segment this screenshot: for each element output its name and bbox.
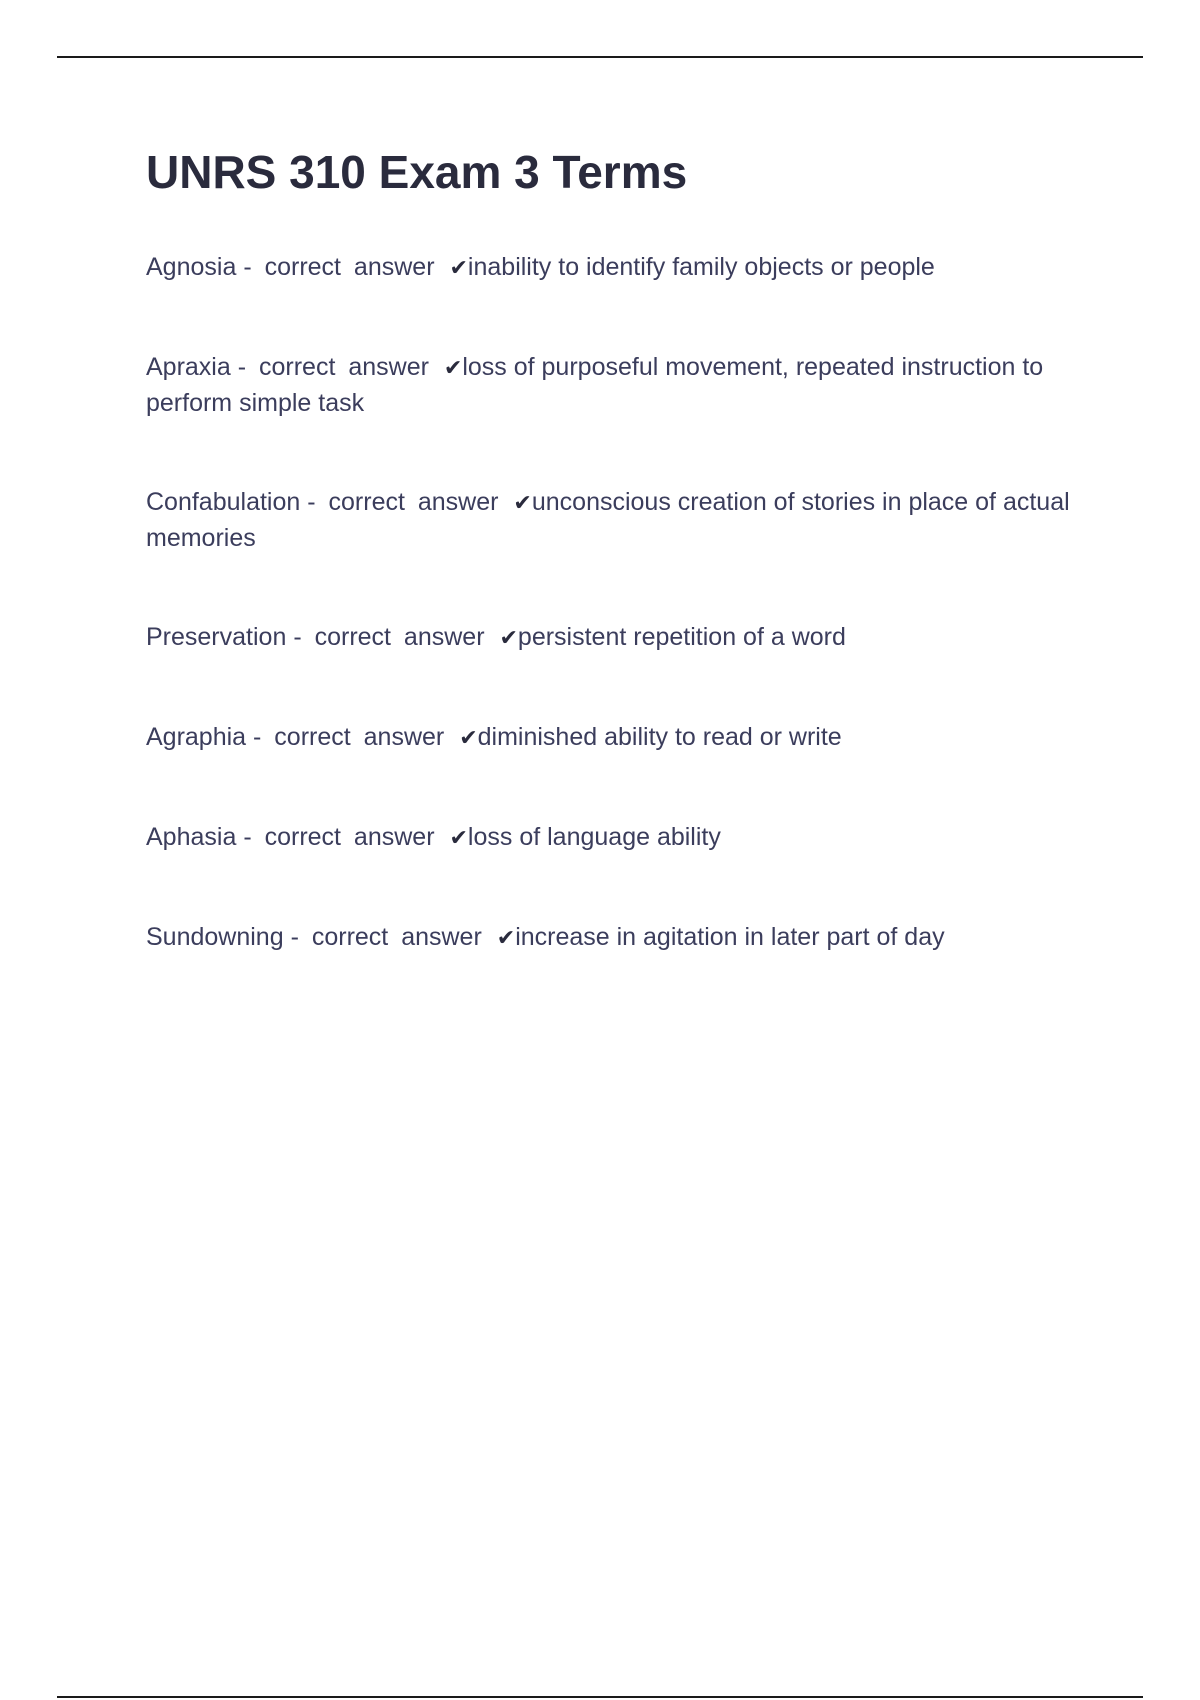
answer-label: - correct answer — [243, 823, 435, 851]
bottom-rule — [57, 1696, 1143, 1698]
term-name: Agraphia — [146, 723, 247, 751]
term-entry — [146, 820, 1096, 856]
term-definition: unconscious creation of stories in place of actual memories — [146, 488, 1070, 552]
answer-label: - correct answer — [290, 923, 482, 951]
term-entry — [146, 920, 1096, 956]
top-rule — [57, 56, 1143, 58]
checkmark-icon: ✔ — [499, 626, 518, 651]
checkmark-icon: ✔ — [449, 256, 468, 281]
checkmark-icon: ✔ — [459, 726, 478, 751]
term-name: Agnosia — [146, 253, 237, 281]
term-entry — [146, 720, 1096, 756]
term-name: Preservation — [146, 623, 287, 651]
answer-label: - correct answer — [253, 723, 445, 751]
checkmark-icon: ✔ — [443, 356, 463, 381]
term-name: Apraxia — [146, 353, 231, 381]
checkmark-icon: ✔ — [449, 826, 468, 851]
term-entry — [146, 350, 1096, 421]
checkmark-icon: ✔ — [513, 491, 532, 516]
answer-label: - correct answer — [307, 488, 499, 516]
term-definition: loss of language ability — [467, 823, 721, 851]
term-entry — [146, 250, 1096, 286]
term-definition: diminished ability to read or write — [477, 723, 842, 751]
answer-label: - correct answer — [243, 253, 435, 281]
term-definition: loss of purposeful movement, repeated instruction to perform simple task — [146, 353, 1044, 417]
term-definition: increase in agitation in later part of day — [515, 923, 945, 951]
term-name: Confabulation — [146, 488, 301, 516]
answer-label: - correct answer — [293, 623, 485, 651]
checkmark-icon: ✔ — [496, 926, 516, 951]
page-title: UNRS 310 Exam 3 Terms — [146, 146, 688, 198]
term-definition: persistent repetition of a word — [517, 623, 846, 651]
term-entry — [146, 485, 1096, 556]
document-body — [146, 140, 1096, 1020]
term-definition: inability to identify family objects or people — [467, 253, 935, 281]
term-name: Sundowning — [146, 923, 284, 951]
term-entry — [146, 620, 1096, 656]
terms-list — [146, 250, 1096, 956]
term-name: Aphasia — [146, 823, 237, 851]
answer-label: - correct answer — [237, 353, 429, 381]
